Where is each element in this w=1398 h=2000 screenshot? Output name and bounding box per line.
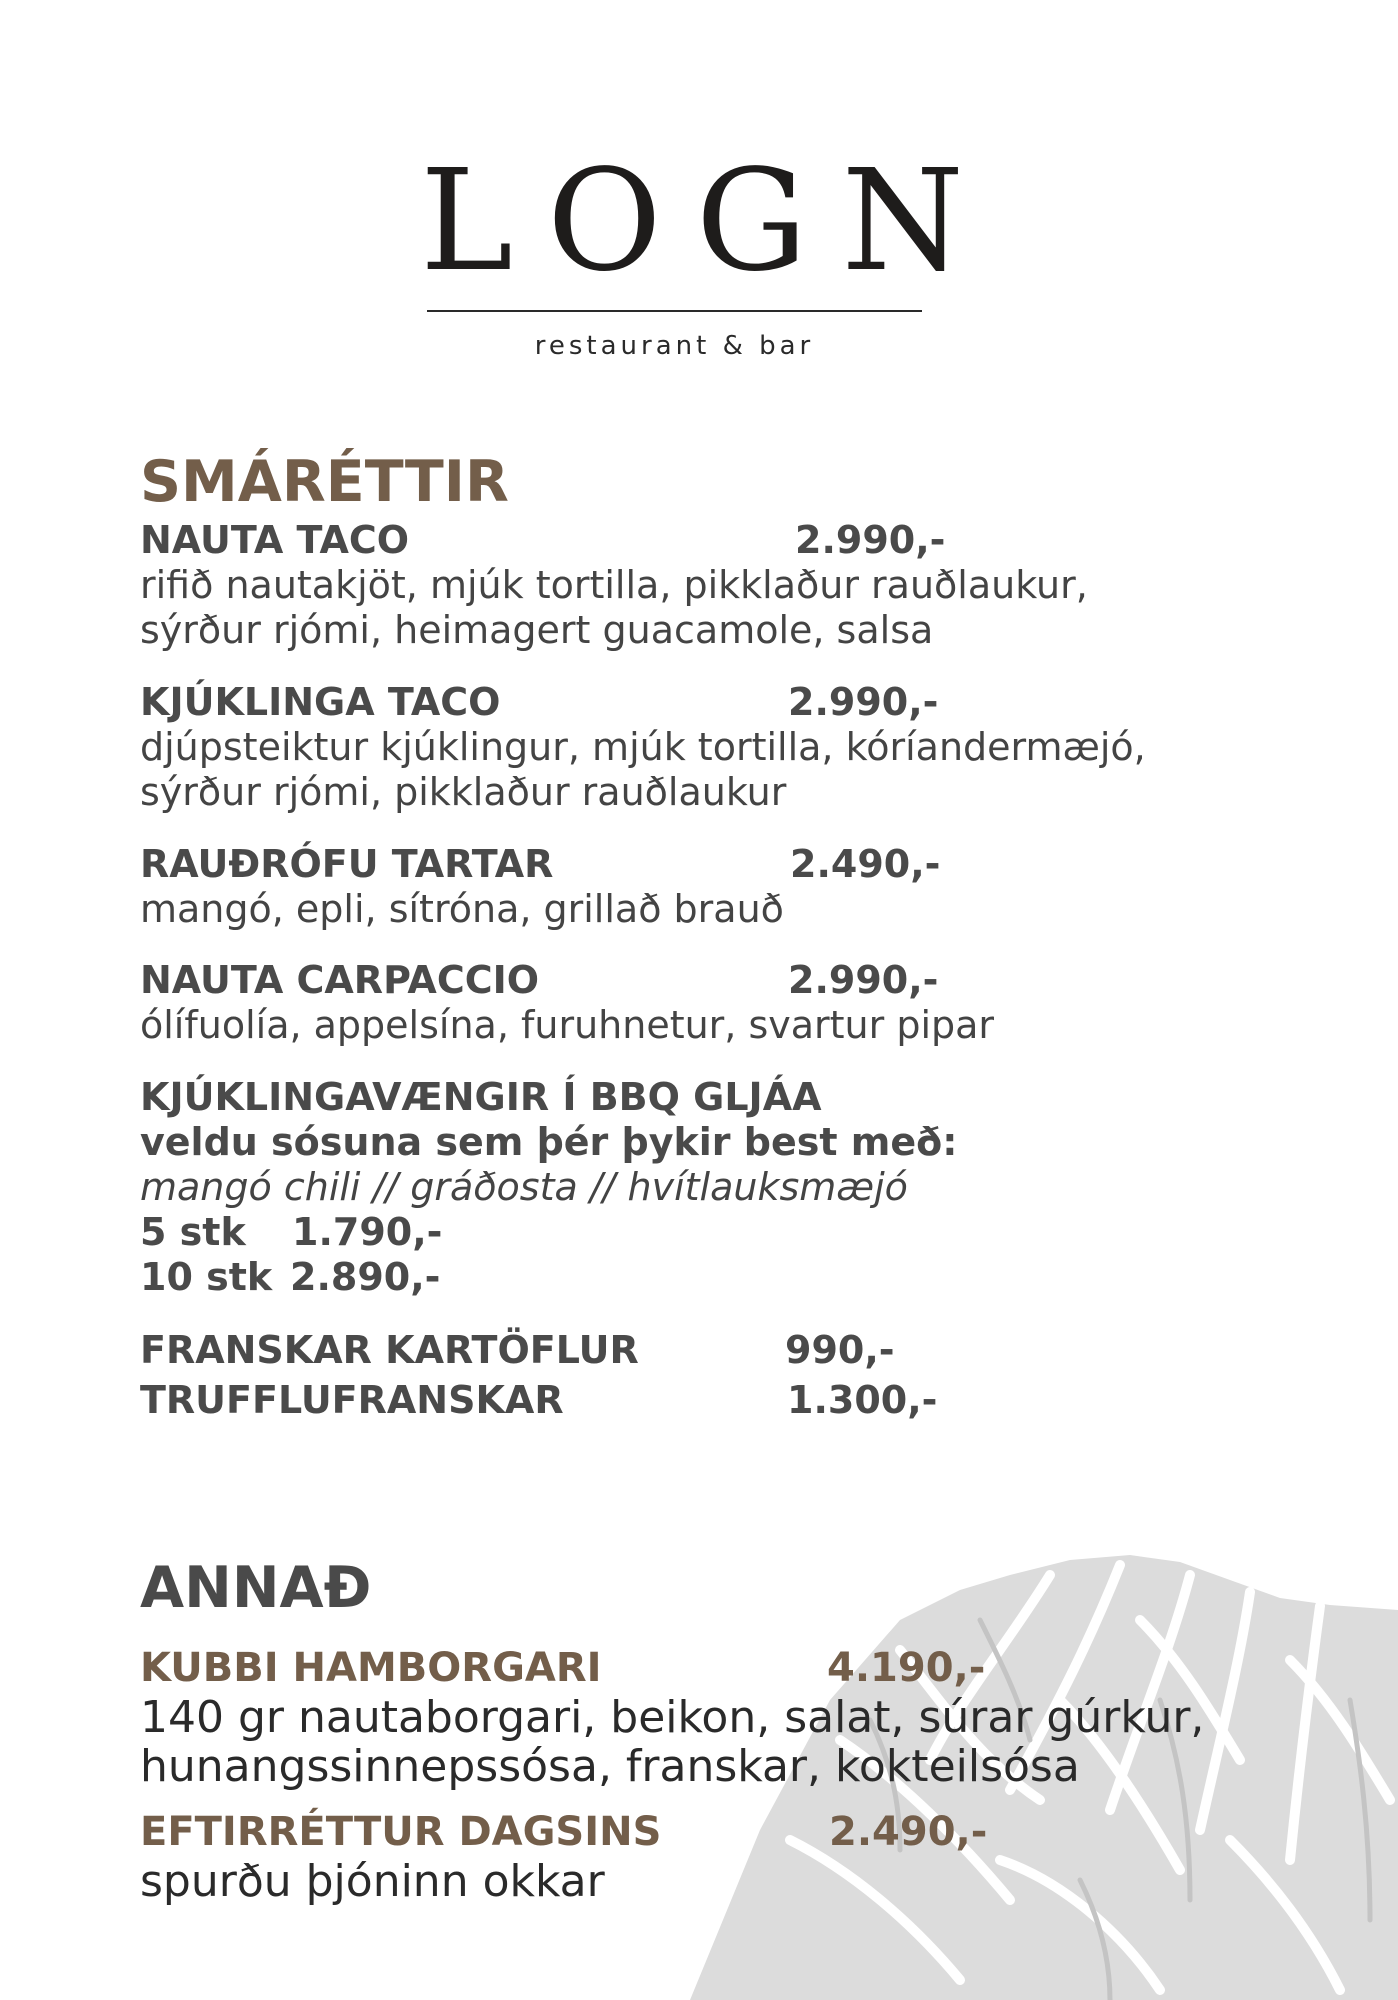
item-name: KUBBI HAMBORGARI bbox=[140, 1645, 602, 1691]
item-description bbox=[140, 1857, 1260, 1906]
item-description-line: sýrður rjómi, heimagert guacamole, salsa bbox=[140, 608, 934, 652]
item-name: RAUÐRÓFU TARTAR bbox=[140, 842, 554, 886]
item-description-line: sýrður rjómi, pikklaður rauðlaukur bbox=[140, 770, 787, 814]
item-price: 2.990,- bbox=[788, 958, 939, 1002]
portion-price: 1.790,- bbox=[292, 1210, 443, 1254]
logo: LOGN bbox=[420, 140, 999, 303]
portion-option bbox=[140, 1255, 1260, 1300]
item-name: KJÚKLINGAVÆNGIR Í BBQ GLJÁA bbox=[140, 1075, 822, 1119]
item-name: KJÚKLINGA TACO bbox=[140, 680, 501, 724]
tagline: restaurant & bar bbox=[534, 331, 815, 361]
menu-item bbox=[140, 957, 1260, 1048]
item-description-line: 140 gr nautaborgari, beikon, salat, súrar gúrkur, bbox=[140, 1692, 1205, 1743]
section-title-annad: ANNAÐ bbox=[140, 1555, 372, 1621]
portion-option bbox=[140, 1210, 1260, 1255]
portion-price: 2.890,- bbox=[290, 1255, 441, 1299]
item-description-line: rifið nautakjöt, mjúk tortilla, pikklaður rauðlaukur, bbox=[140, 563, 1088, 607]
item-name: FRANSKAR KARTÖFLUR bbox=[140, 1328, 639, 1372]
item-description bbox=[140, 1003, 1260, 1048]
side-item bbox=[140, 1377, 1260, 1423]
portion-quantity: 5 stk bbox=[140, 1210, 246, 1254]
item-name: NAUTA TACO bbox=[140, 518, 410, 562]
menu-item bbox=[140, 1807, 1260, 1906]
menu-item bbox=[140, 679, 1260, 815]
item-name: EFTIRRÉTTUR DAGSINS bbox=[140, 1809, 662, 1855]
item-price: 4.190,- bbox=[827, 1645, 986, 1691]
portion-quantity: 10 stk bbox=[140, 1255, 273, 1299]
item-description bbox=[140, 725, 1260, 815]
menu-item bbox=[140, 517, 1260, 653]
menu-item bbox=[140, 841, 1260, 932]
logo-divider bbox=[427, 310, 922, 312]
item-price: 1.300,- bbox=[787, 1378, 938, 1422]
menu-item-wings bbox=[140, 1075, 1260, 1300]
item-name: TRUFFLUFRANSKAR bbox=[140, 1378, 564, 1422]
item-description-line: mangó, epli, sítróna, grillað brauð bbox=[140, 887, 784, 931]
item-description bbox=[140, 887, 1260, 932]
sides-list bbox=[140, 1327, 1260, 1423]
item-description-line: hunangssinnepssósa, franskar, kokteilsósa bbox=[140, 1741, 1080, 1792]
section-title-smarettir: SMÁRÉTTIR bbox=[140, 449, 509, 515]
item-price: 2.490,- bbox=[790, 842, 941, 886]
menu-item bbox=[140, 1643, 1260, 1791]
item-description bbox=[140, 563, 1260, 653]
item-price: 2.990,- bbox=[795, 518, 946, 562]
item-price: 2.490,- bbox=[829, 1809, 988, 1855]
side-item bbox=[140, 1327, 1260, 1377]
item-price: 2.990,- bbox=[788, 680, 939, 724]
sauce-options: mangó chili // gráðosta // hvítlauksmæjó bbox=[140, 1165, 908, 1209]
item-name: NAUTA CARPACCIO bbox=[140, 958, 540, 1002]
item-description-line: spurðu þjóninn okkar bbox=[140, 1856, 605, 1907]
item-description-line: ólífuolía, appelsína, furuhnetur, svartur pipar bbox=[140, 1003, 995, 1047]
item-description-line: djúpsteiktur kjúklingur, mjúk tortilla, kóríandermæjó, bbox=[140, 725, 1146, 769]
item-description bbox=[140, 1693, 1260, 1791]
item-subtitle: veldu sósuna sem þér þykir best með: bbox=[140, 1120, 958, 1164]
item-price: 990,- bbox=[785, 1328, 895, 1372]
